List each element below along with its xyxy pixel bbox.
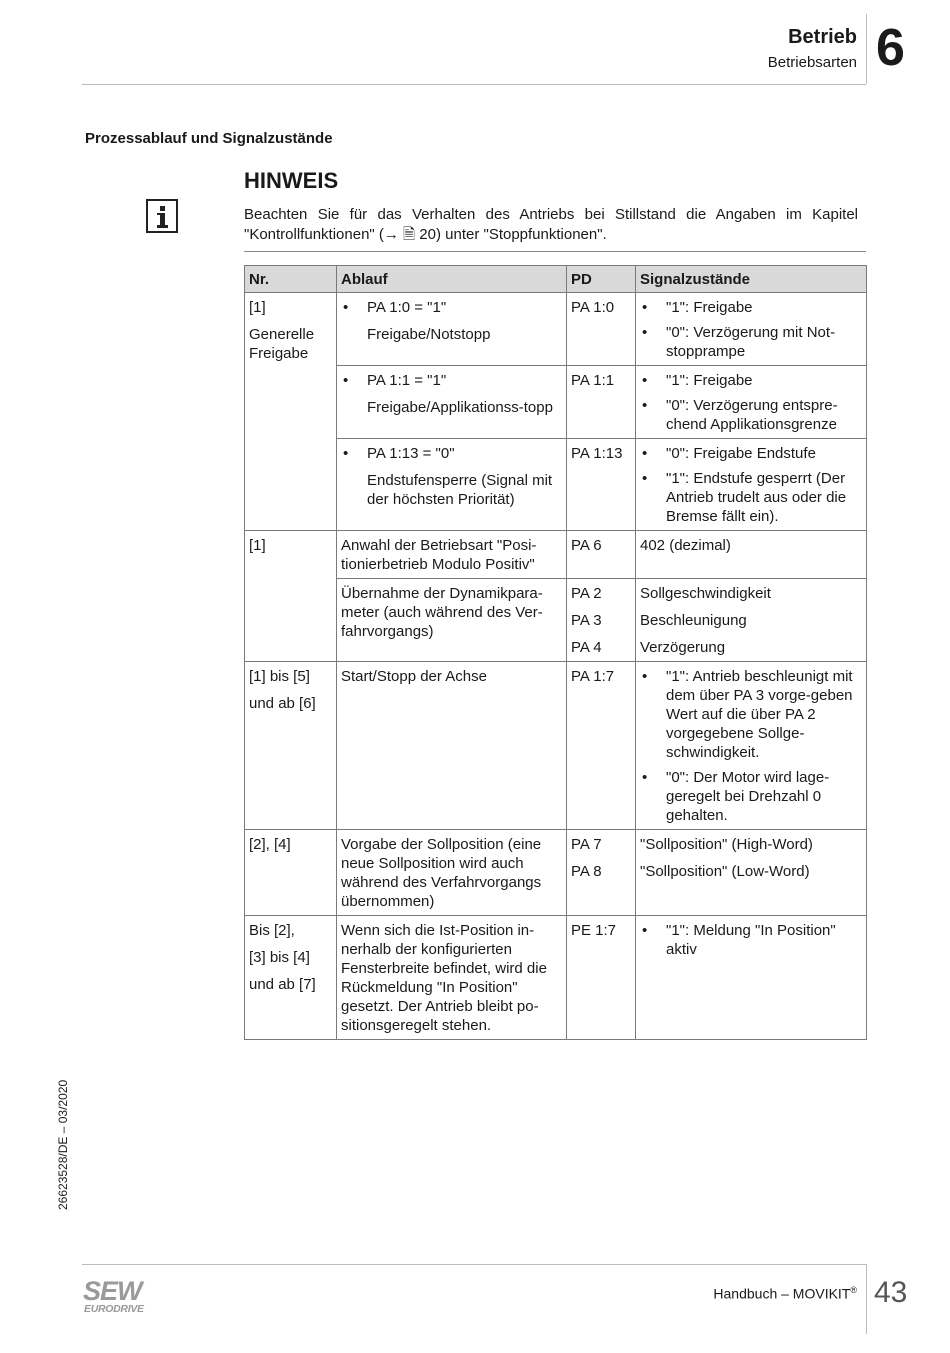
cell-signal [636,662,867,830]
ablauf-detail: Freigabe/Notstopp [367,326,491,343]
info-icon [146,199,178,233]
ablauf-detail: Endstufensperre (Signal mit der höchsten Priorität) [367,472,553,508]
signal-item: • "1": Freigabe [640,298,862,317]
manual-title-text: Handbuch – MOVIKIT [713,1285,851,1302]
col-header-pd: PD [567,266,636,293]
col-header-ablauf: Ablauf [337,266,567,293]
nr-label: [1] bis [5] [249,668,310,685]
logo-eurodrive-text: EURODRIVE [84,1303,144,1315]
pd-value: PA 4 [571,639,602,656]
header-rule [82,84,866,85]
footer-divider [866,1264,867,1334]
chapter-number: 6 [876,19,905,77]
manual-title [713,1285,857,1302]
nr-description: Generelle Freigabe [249,326,315,362]
cell-signal [636,366,867,439]
page-number: 43 [874,1276,908,1309]
cell-ablauf [337,366,567,439]
table-row [245,366,867,439]
table-row [245,662,867,830]
table-row [245,293,867,366]
col-header-nr: Nr. [245,266,337,293]
cell-nr [245,662,337,830]
section-title: Prozessablauf und Signalzustände [85,130,333,147]
signal-item: • "1": Freigabe [640,371,862,390]
sew-eurodrive-logo [82,1276,154,1316]
header-title: Betrieb [788,26,857,48]
cell-nr [245,293,337,531]
cell-pd [567,579,636,662]
cell-ablauf: Wenn sich die Ist-Position in-nerhalb der konfigurierten Fensterbreite befindet, wird die Rückmeldung "In Position" gesetzt. Der Antrieb bleibt po-sitionsgeregelt stehen. [337,916,567,1040]
table-row [245,916,867,1040]
signal-value: Verzögerung [640,639,726,656]
signal-item: • "0": Verzögerung entspre-chend Applikationsgrenze [640,396,862,434]
table-row [245,531,867,579]
cell-pd: PA 6 [567,531,636,579]
nr-label: Bis [2], [249,922,295,939]
note-heading: HINWEIS [244,168,339,193]
ablauf-item: • PA 1:1 = "1" [341,371,562,390]
cell-pd [567,830,636,916]
cell-ablauf: Anwahl der Betriebsart "Posi-tionierbetrieb Modulo Positiv" [337,531,567,579]
ablauf-item: • PA 1:13 = "0" [341,444,562,463]
nr-label: und ab [6] [249,695,316,712]
cell-signal [636,579,867,662]
signal-value: Beschleunigung [640,612,747,629]
cell-pd: PA 1:1 [567,366,636,439]
ablauf-detail: Freigabe/Applikationss-topp [367,399,553,416]
pd-value: PA 2 [571,585,602,602]
cell-ablauf [337,439,567,531]
table-row [245,579,867,662]
cell-signal [636,916,867,1040]
signal-item: • "0": Der Motor wird lage-geregelt bei Drehzahl 0 gehalten. [640,768,862,825]
cell-pd: PA 1:7 [567,662,636,830]
pd-value: PA 3 [571,612,602,629]
signal-value: "Sollposition" (High-Word) [640,836,813,853]
note-text: Beachten Sie für das Verhalten des Antriebs bei Stillstand die Angaben im Kapitel "Kontrollfunktionen" (→ 🗎 20) unter "Stoppfunktionen". [244,206,858,243]
process-table [244,265,867,1040]
pd-value: PA 7 [571,836,602,853]
signal-item: • "0": Verzögerung mit Not-stopprampe [640,323,862,361]
nr-label: [3] bis [4] [249,949,310,966]
signal-value: "Sollposition" (Low-Word) [640,863,810,880]
document-id: 26623528/DE – 03/2020 [56,1079,70,1210]
signal-item: • "1": Antrieb beschleunigt mit dem über PA 3 vorge-geben Wert auf die über PA 2 vorgegebene Sollge-schwindigkeit. [640,667,862,762]
cell-ablauf: Vorgabe der Sollposition (eine neue Sollposition wird auch während des Verfahrvorgangs übernommen) [337,830,567,916]
cell-ablauf: Übernahme der Dynamikpara-meter (auch während des Ver-fahrvorgangs) [337,579,567,662]
table-row [245,830,867,916]
header-divider [866,14,867,84]
cell-signal [636,293,867,366]
cell-ablauf [337,293,567,366]
note-rule [244,251,866,252]
cell-signal: 402 (dezimal) [636,531,867,579]
cell-pd: PE 1:7 [567,916,636,1040]
signal-value: Sollgeschwindigkeit [640,585,771,602]
cell-ablauf: Start/Stopp der Achse [337,662,567,830]
cell-nr: [1] [245,531,337,662]
registered-mark: ® [850,1285,857,1295]
table-row [245,439,867,531]
nr-label: [1] [249,299,266,316]
pd-value: PA 8 [571,863,602,880]
signal-item: • "1": Endstufe gesperrt (Der Antrieb trudelt aus oder die Bremse fällt ein). [640,469,862,526]
signal-item: • "1": Meldung "In Position" aktiv [640,921,862,959]
col-header-signal: Signalzustände [636,266,867,293]
logo-sew-text: SEW [83,1276,142,1306]
footer-rule [82,1264,866,1265]
cell-pd: PA 1:13 [567,439,636,531]
header-subtitle: Betriebsarten [767,54,857,71]
cell-pd: PA 1:0 [567,293,636,366]
signal-item: • "0": Freigabe Endstufe [640,444,862,463]
nr-label: und ab [7] [249,976,316,993]
cell-nr [245,916,337,1040]
cell-signal [636,439,867,531]
cell-signal [636,830,867,916]
cell-nr: [2], [4] [245,830,337,916]
ablauf-item: • PA 1:0 = "1" [341,298,562,317]
table-header-row [245,266,867,293]
